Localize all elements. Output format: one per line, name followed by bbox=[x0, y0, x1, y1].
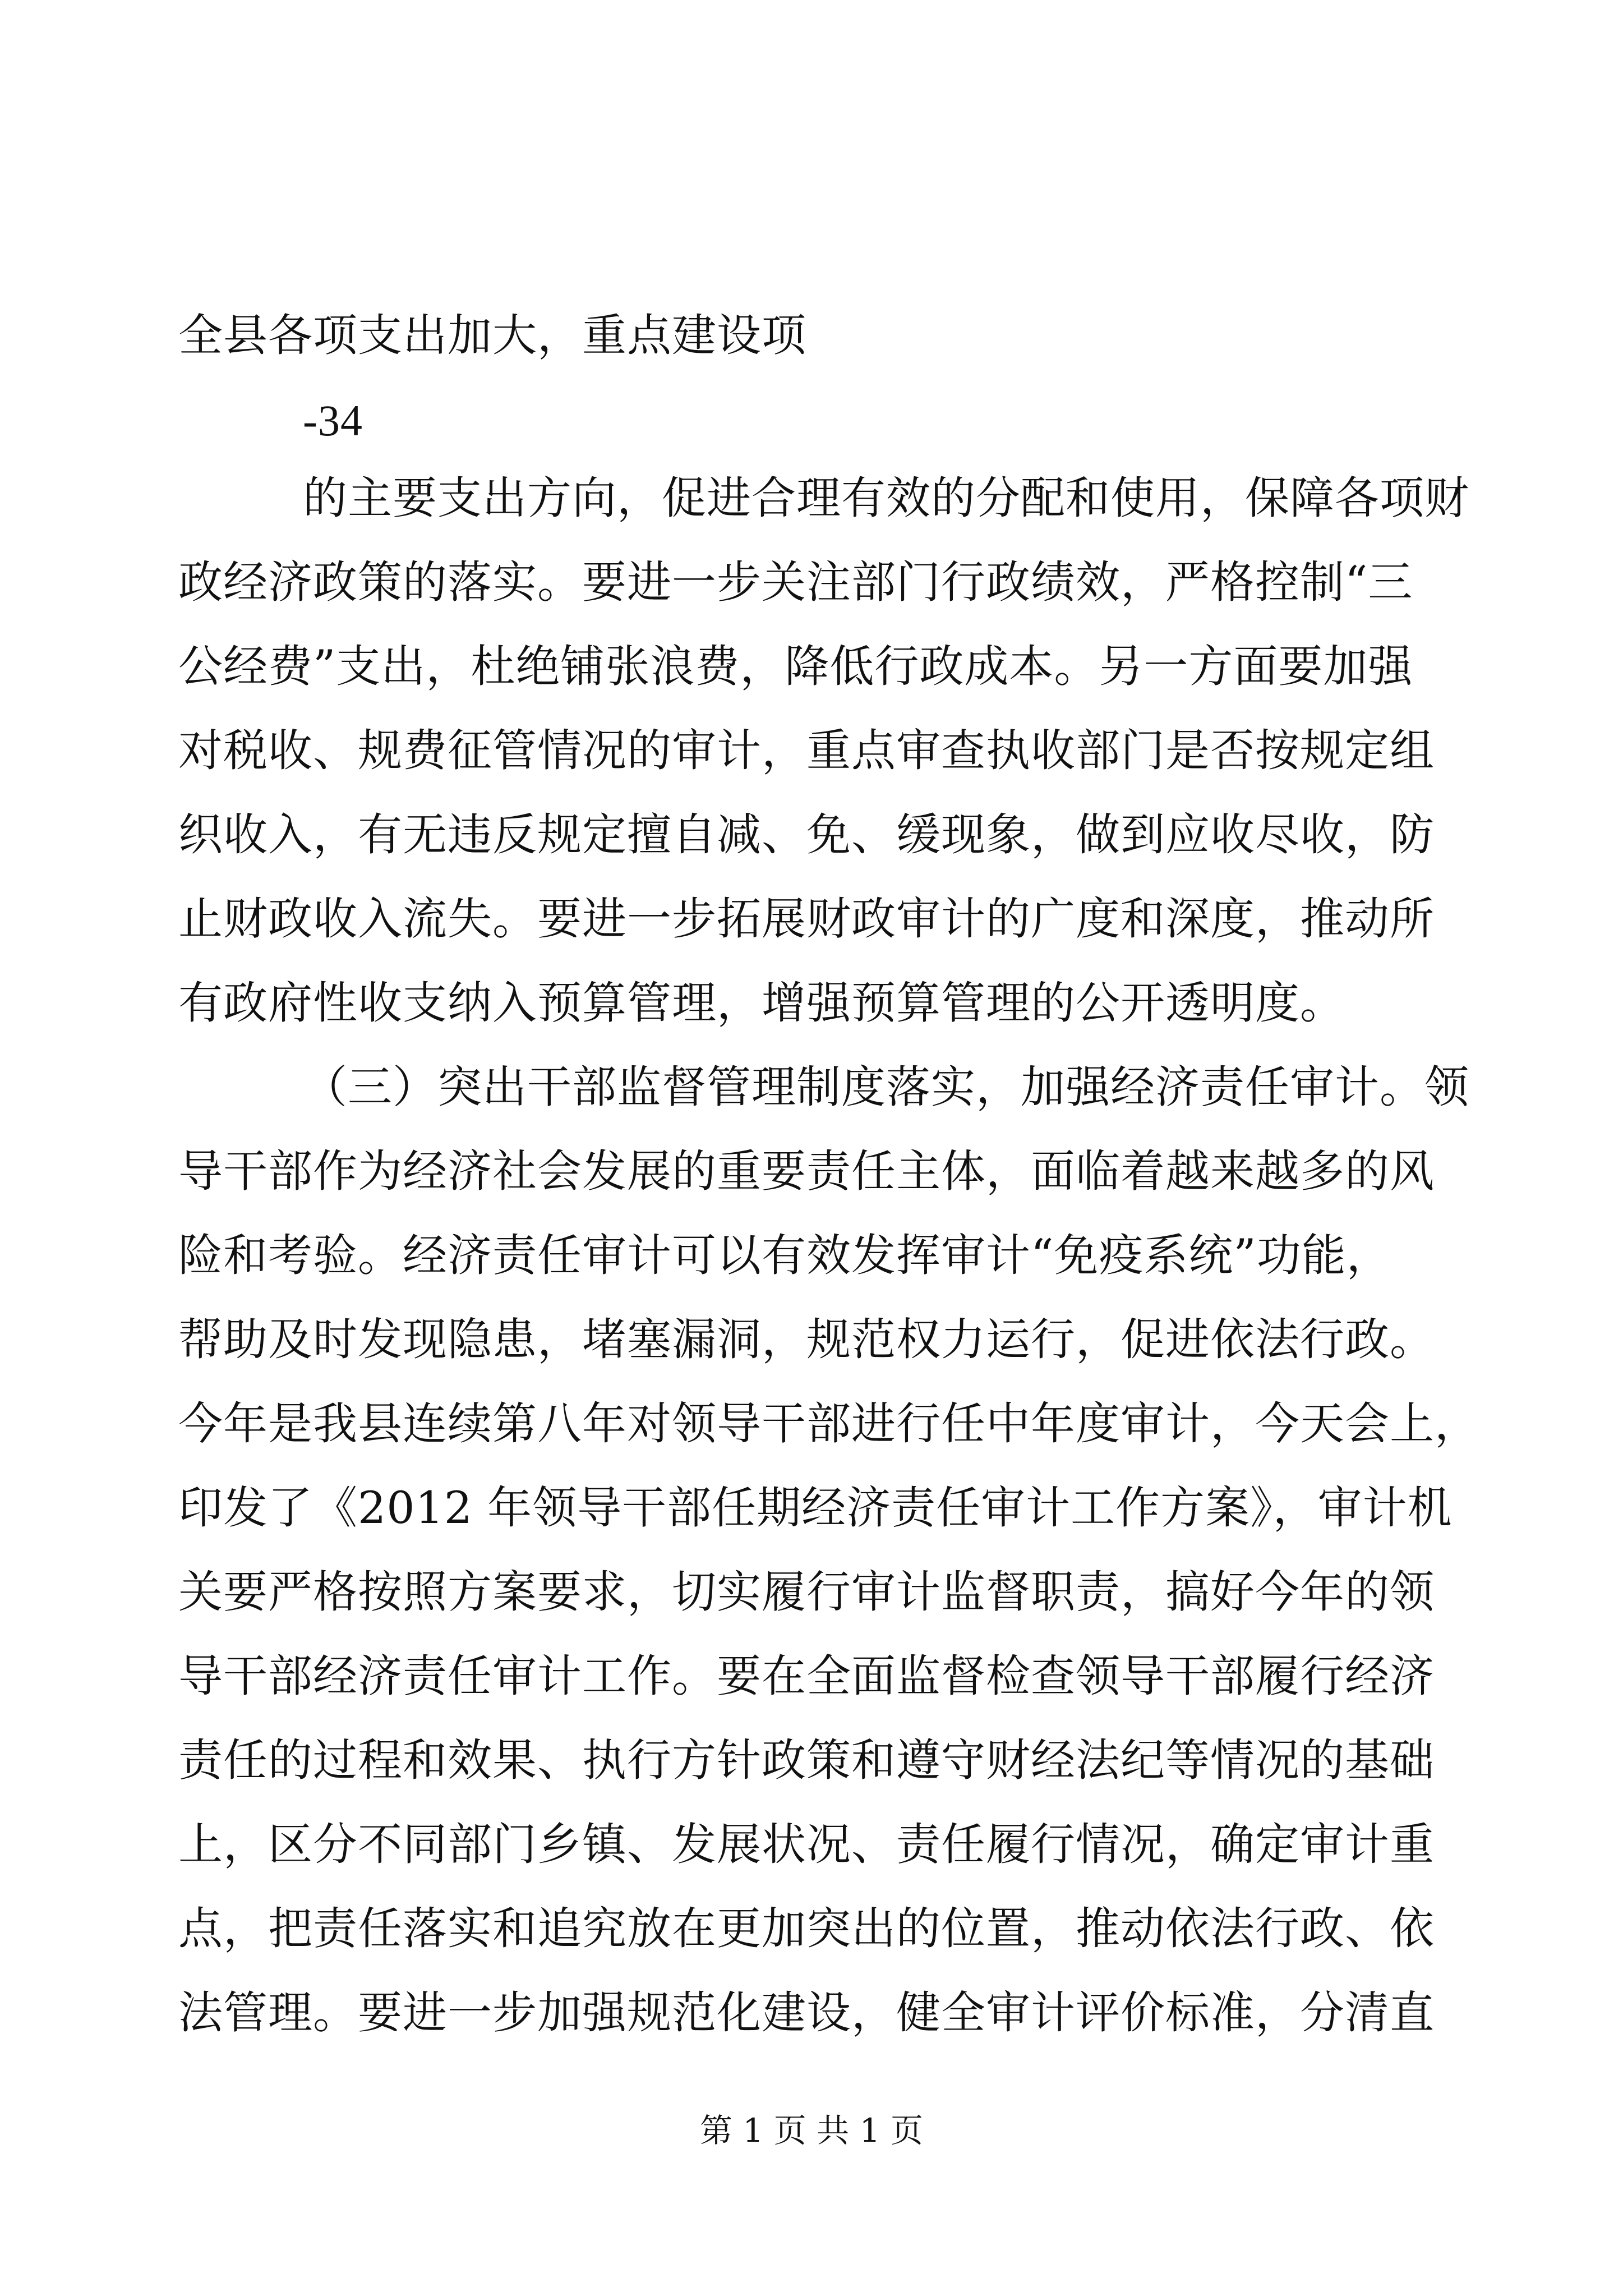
text-line: 止财政收入流失。要进一步拓展财政审计的广度和深度，推动所 bbox=[178, 893, 1435, 945]
text-line: 有政府性收支纳入预算管理，增强预算管理的公开透明度。 bbox=[178, 977, 1345, 1029]
text-line: 导干部经济责任审计工作。要在全面监督检查领导干部履行经济 bbox=[178, 1650, 1435, 1702]
page-marker: -34 bbox=[303, 396, 363, 445]
text-line: 点，把责任落实和追究放在更加突出的位置，推动依法行政、依 bbox=[178, 1903, 1435, 1954]
text-line: 的主要支出方向，促进合理有效的分配和使用，保障各项财 bbox=[303, 472, 1469, 524]
text-line: 织收入，有无违反规定擅自减、免、缓现象，做到应收尽收，防 bbox=[178, 809, 1435, 861]
text-line: 政经济政策的落实。要进一步关注部门行政绩效，严格控制“三 bbox=[178, 556, 1413, 608]
text-line: 险和考验。经济责任审计可以有效发挥审计“免疫系统”功能， bbox=[178, 1230, 1391, 1281]
text-line: 上，区分不同部门乡镇、发展状况、责任履行情况，确定审计重 bbox=[178, 1819, 1435, 1870]
text-line-fragment: 全县各项支出加大，重点建设项 bbox=[178, 310, 806, 361]
page-footer: 第 1 页 共 1 页 bbox=[700, 2111, 923, 2150]
text-line: 法管理。要进一步加强规范化建设，健全审计评价标准，分清直 bbox=[178, 1987, 1435, 2039]
text-line: 导干部作为经济社会发展的重要责任主体，面临着越来越多的风 bbox=[178, 1145, 1435, 1197]
text-line: 帮助及时发现隐患，堵塞漏洞，规范权力运行，促进依法行政。 bbox=[178, 1314, 1435, 1365]
text-line: （三）突出干部监督管理制度落实，加强经济责任审计。领 bbox=[303, 1061, 1469, 1113]
text-line: 对税收、规费征管情况的审计，重点审查执收部门是否按规定组 bbox=[178, 725, 1435, 776]
text-line: 责任的过程和效果、执行方针政策和遵守财经法纪等情况的基础 bbox=[178, 1734, 1435, 1786]
text-line: 公经费”支出，杜绝铺张浪费，降低行政成本。另一方面要加强 bbox=[178, 641, 1413, 692]
text-line: 今年是我县连续第八年对领导干部进行任中年度审计，今天会上， bbox=[178, 1398, 1479, 1450]
text-line: 印发了《2012 年领导干部任期经济责任审计工作方案》，审计机 bbox=[178, 1482, 1453, 1534]
text-line: 关要严格按照方案要求，切实履行审计监督职责，搞好今年的领 bbox=[178, 1566, 1435, 1618]
